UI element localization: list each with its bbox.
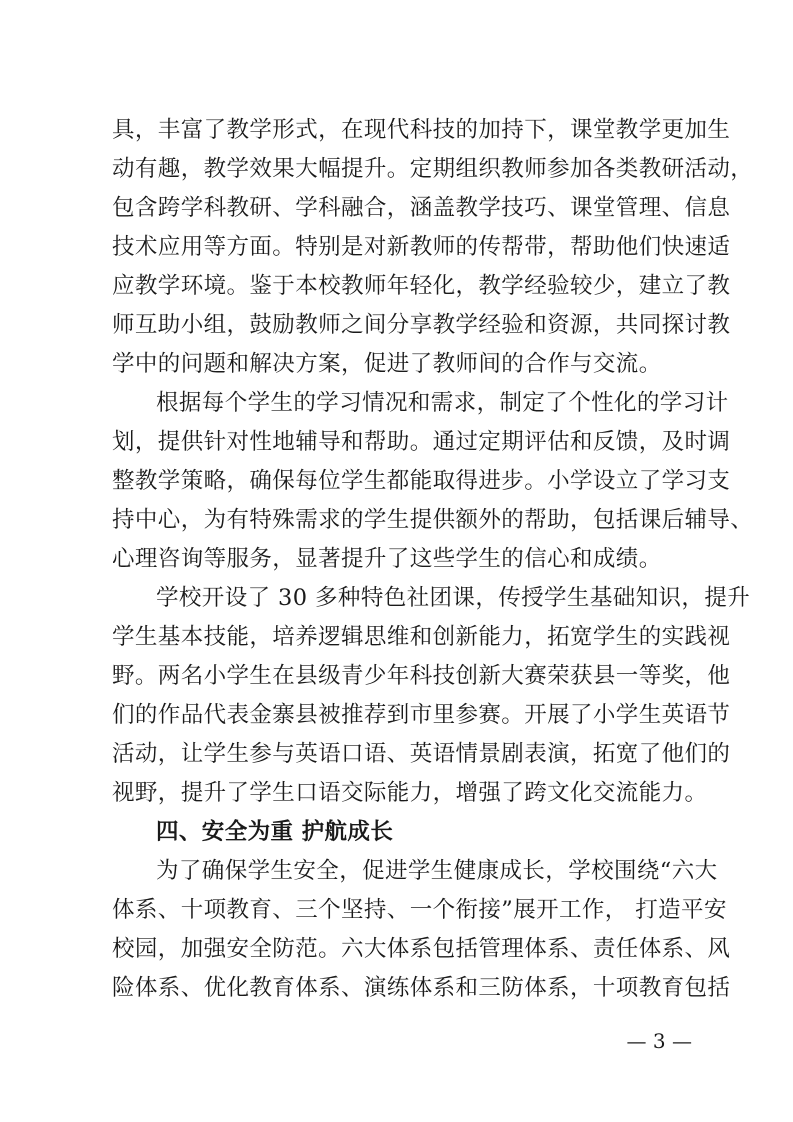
- body-text-line: 应教学环境。鉴于本校教师年轻化，教学经验较少，建立了教: [112, 273, 731, 299]
- body-text-line: 师互助小组，鼓励教师之间分享教学经验和资源，共同探讨教: [112, 312, 731, 338]
- paragraph-first-line: 根据每个学生的学习情况和需求，制定了个性化的学习计: [156, 390, 729, 416]
- body-text-line: 险体系、优化教育体系、演练体系和三防体系，十项教育包括: [112, 975, 731, 1001]
- page-number: — 3 —: [626, 1029, 692, 1053]
- body-text-line: 野。两名小学生在县级青少年科技创新大赛荣获县一等奖，他: [112, 663, 731, 689]
- body-text-line: 学中的问题和解决方案，促进了教师间的合作与交流。: [112, 351, 662, 377]
- body-text-line: 包含跨学科教研、学科融合，涵盖教学技巧、课堂管理、信息: [112, 195, 731, 221]
- body-text-line: 划，提供针对性地辅导和帮助。通过定期评估和反馈，及时调: [112, 429, 731, 455]
- body-text-line: 视野，提升了学生口语交际能力，增强了跨文化交流能力。: [112, 780, 708, 806]
- body-text-line: 校园，加强安全防范。六大体系包括管理体系、责任体系、风: [112, 936, 731, 962]
- body-text-line: 具，丰富了教学形式，在现代科技的加持下，课堂教学更加生: [112, 117, 731, 143]
- body-text-line: 动有趣，教学效果大幅提升。定期组织教师参加各类教研活动，: [112, 156, 754, 182]
- paragraph-first-line: 为了确保学生安全，促进学生健康成长，学校围绕“六大: [156, 858, 718, 884]
- body-text-line: 技术应用等方面。特别是对新教师的传帮带，帮助他们快速适: [112, 234, 731, 260]
- paragraph-first-line: 学校开设了 30 多种特色社团课，传授学生基础知识，提升: [156, 585, 751, 611]
- body-text-line: 整教学策略，确保每位学生都能取得进步。小学设立了学习支: [112, 468, 731, 494]
- body-text-line: 们的作品代表金寨县被推荐到市里参赛。开展了小学生英语节: [112, 702, 731, 728]
- body-text-line: 持中心，为有特殊需求的学生提供额外的帮助，包括课后辅导、: [112, 507, 754, 533]
- section-heading: 四、安全为重 护航成长: [156, 819, 394, 845]
- body-text-line: 心理咨询等服务，显著提升了这些学生的信心和成绩。: [112, 546, 662, 572]
- body-text-line: 体系、十项教育、三个坚持、一个衔接”展开工作， 打造平安: [112, 897, 727, 923]
- body-text-line: 活动，让学生参与英语口语、英语情景剧表演，拓宽了他们的: [112, 741, 731, 767]
- body-text-line: 学生基本技能，培养逻辑思维和创新能力，拓宽学生的实践视: [112, 624, 731, 650]
